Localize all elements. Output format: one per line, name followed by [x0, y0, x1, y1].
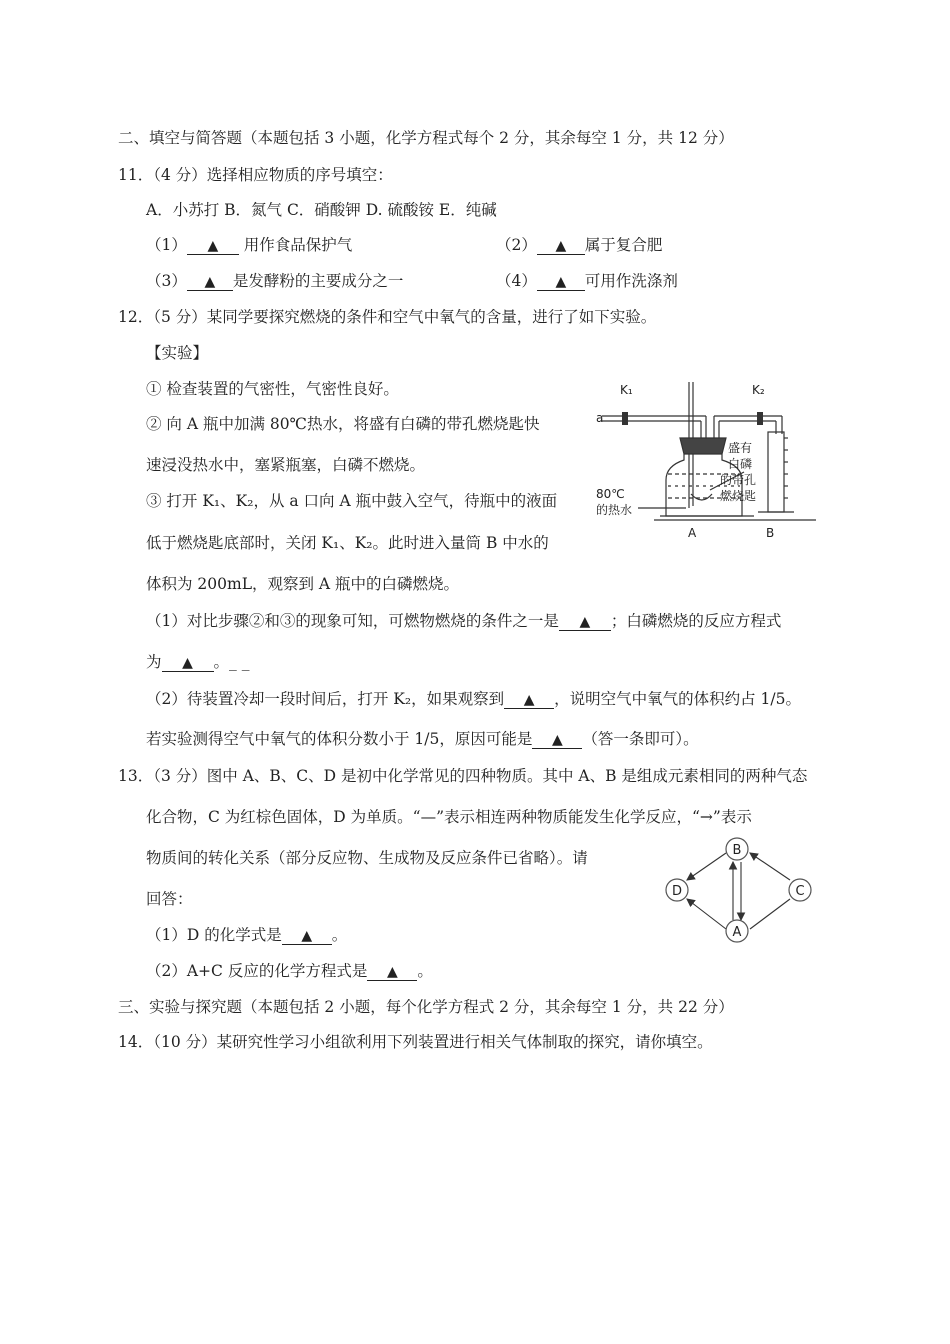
- substance-relation-diagram: [660, 836, 820, 944]
- item-number: （2）: [496, 236, 537, 254]
- item-text: 是发酵粉的主要成分之一: [232, 272, 404, 290]
- item-number: （3）: [146, 272, 187, 290]
- item-number: （1）: [146, 236, 187, 254]
- item-text: 用作食品保护气: [238, 236, 353, 254]
- q12-step-3-end: 体积为 200mL，观察到 A 瓶中的白磷燃烧。: [146, 575, 460, 593]
- q11-item-2: [496, 235, 662, 255]
- q11-item-3: [146, 271, 403, 291]
- section2-heading: 二、填空与简答题（本题包括 3 小题，化学方程式每个 2 分，其余每空 1 分，共 12 分）: [118, 129, 734, 147]
- q11-item-4: [496, 271, 678, 291]
- label-k1: K₁: [620, 383, 633, 397]
- answer-blank[interactable]: ▲: [537, 237, 585, 255]
- q11-item-1: [146, 235, 352, 255]
- combustion-apparatus-diagram: [594, 376, 824, 548]
- q12-step-2: ② 向 A 瓶中加满 80℃热水，将盛有白磷的带孔燃烧匙快: [146, 415, 540, 433]
- item-text: 属于复合肥: [584, 236, 663, 254]
- q12-step-3-cont: 低于燃烧匙底部时，关闭 K₁、K₂。此时进入量筒 B 中水的: [146, 534, 549, 552]
- label-water-2: 的热水: [596, 503, 633, 517]
- answer-blank[interactable]: ▲: [282, 927, 332, 945]
- q12-sub1-cont: 为 ▲ 。_ _: [146, 653, 250, 671]
- section3-heading: 三、实验与探究题（本题包括 2 小题，每个化学方程式 2 分，其余每空 1 分，共 22 分）: [118, 998, 734, 1016]
- label-bottle-a: A: [688, 526, 697, 540]
- q12-sub2-cont: 若实验测得空气中氧气的体积分数小于 1/5，原因可能是 ▲ （答一条即可）。: [146, 730, 699, 748]
- q13-line-2: 化合物，C 为红棕色固体，D 为单质。“—”表示相连两种物质能发生化学反应，“→”表示: [146, 808, 752, 826]
- clamp-k1-icon: [622, 412, 628, 425]
- q14-stem: 14．（10 分）某研究性学习小组欲利用下列装置进行相关气体制取的探究，请你填空。: [118, 1033, 713, 1051]
- item-number: （4）: [496, 272, 537, 290]
- q11-options: A．小苏打 B．氮气 C．硝酸钾 D. 硫酸铵 E．纯碱: [146, 201, 497, 219]
- answer-blank[interactable]: ▲: [537, 273, 585, 291]
- q11-stem: 11．（4 分）选择相应物质的序号填空：: [118, 166, 393, 184]
- label-a: a: [596, 411, 604, 425]
- answer-blank[interactable]: ▲: [187, 273, 233, 291]
- answer-blank[interactable]: ▲: [367, 963, 417, 981]
- q13-line-4: 回答：: [146, 890, 193, 908]
- label-cylinder-b: B: [766, 526, 775, 540]
- node-a-label: A: [732, 925, 742, 940]
- q12-stem: 12．（5 分）某同学要探究燃烧的条件和空气中氧气的含量，进行了如下实验。: [118, 308, 657, 326]
- answer-blank[interactable]: ▲: [504, 691, 554, 709]
- q13-line-1: 13．（3 分）图中 A、B、C、D 是初中化学常见的四种物质。其中 A、B 是组成元素相同的两种气态: [118, 767, 808, 785]
- q13-sub1: （1）D 的化学式是 ▲ 。: [146, 926, 348, 944]
- answer-blank[interactable]: ▲: [532, 731, 582, 749]
- q12-step-2-cont: 速浸没热水中，塞紧瓶塞，白磷不燃烧。: [146, 456, 426, 474]
- answer-blank[interactable]: ▲: [559, 613, 611, 631]
- label-water-1: 80℃: [596, 487, 625, 501]
- label-spoon-2: 白磷: [728, 457, 753, 471]
- answer-blank[interactable]: ▲: [187, 237, 239, 255]
- q12-step-3: ③ 打开 K₁、K₂，从 a 口向 A 瓶中鼓入空气，待瓶中的液面: [146, 492, 558, 510]
- label-spoon-3: 的带孔: [720, 473, 757, 487]
- q13-sub2: （2）A+C 反应的化学方程式是 ▲ 。: [146, 962, 433, 980]
- q12-sub1: （1）对比步骤②和③的现象可知，可燃物燃烧的条件之一是 ▲ ；白磷燃烧的反应方程式: [146, 612, 782, 630]
- q12-experiment-title: 【实验】: [146, 344, 209, 362]
- q13-line-3: 物质间的转化关系（部分反应物、生成物及反应条件已省略）。请: [146, 849, 588, 867]
- item-text: 可用作洗涤剂: [584, 272, 678, 290]
- label-spoon-1: 盛有: [728, 441, 753, 455]
- q12-step-1: ① 检查装置的气密性，气密性良好。: [146, 380, 399, 398]
- clamp-k2-icon: [757, 412, 763, 425]
- node-b-label: B: [732, 843, 742, 858]
- q12-sub2: （2）待装置冷却一段时间后，打开 K₂，如果观察到 ▲ ，说明空气中氧气的体积约占 1/5。: [146, 690, 801, 708]
- node-c-label: C: [795, 884, 805, 899]
- label-spoon-4: 燃烧匙: [720, 489, 757, 503]
- label-k2: K₂: [752, 383, 765, 397]
- answer-blank[interactable]: ▲: [162, 654, 214, 672]
- node-d-label: D: [671, 884, 683, 899]
